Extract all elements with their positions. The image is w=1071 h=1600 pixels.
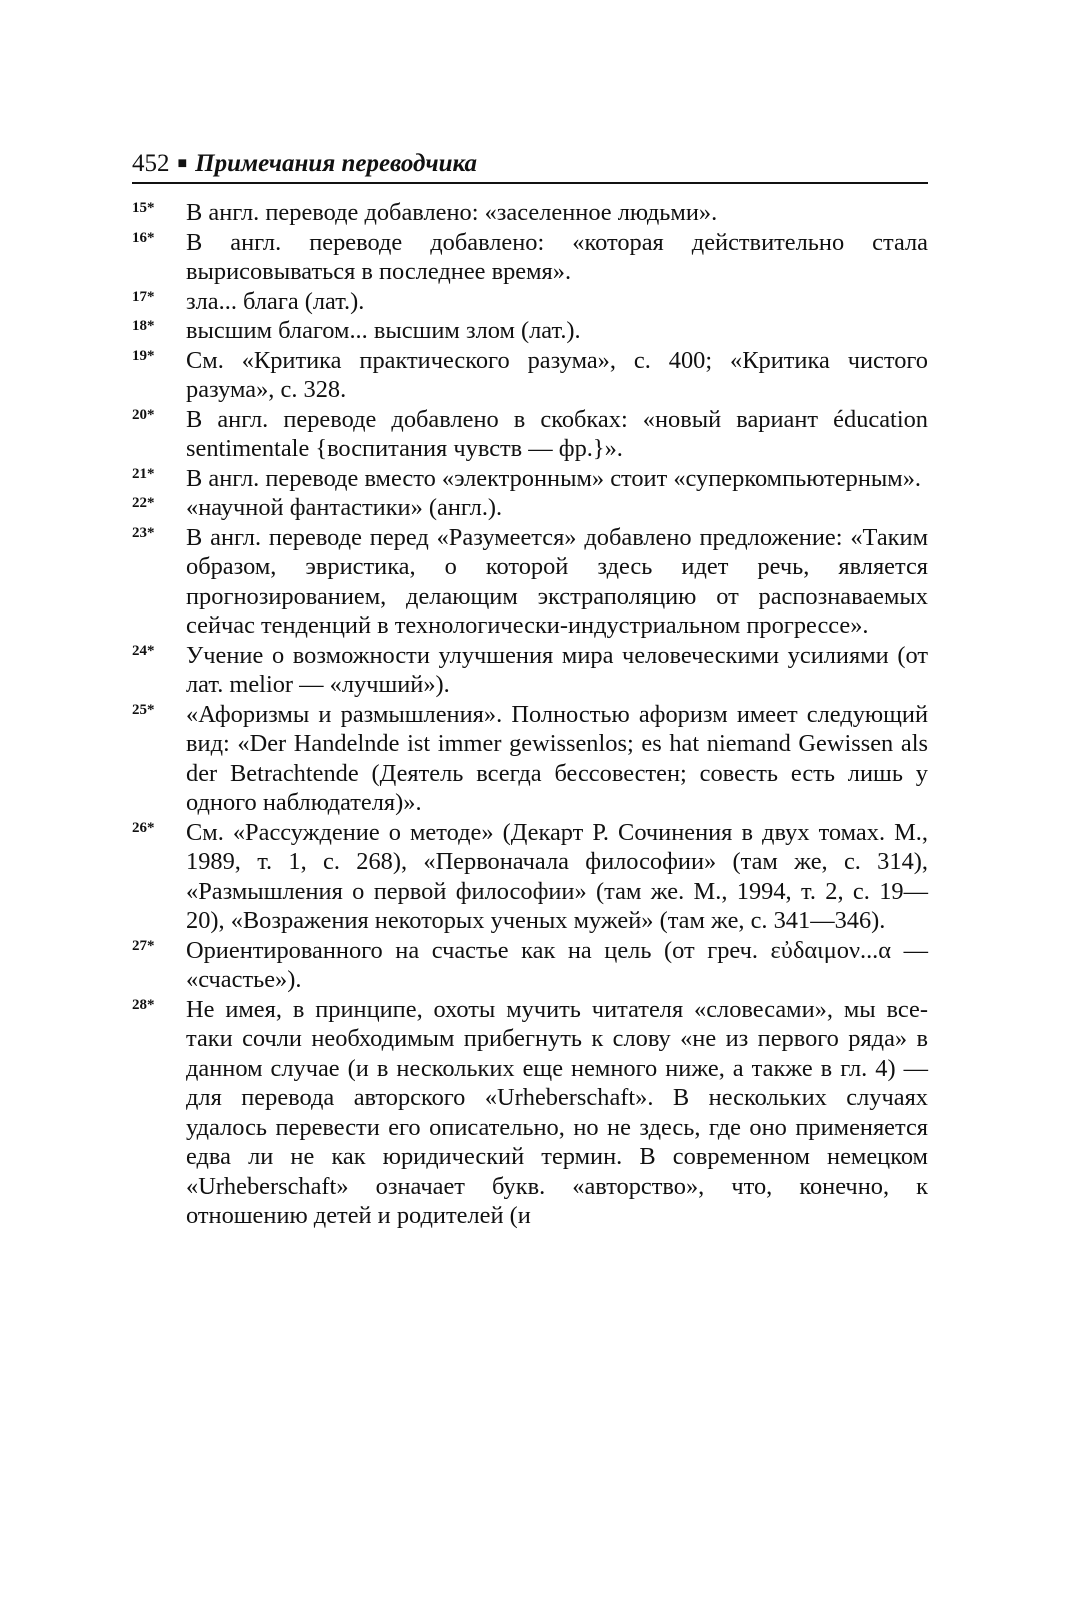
note-marker: 23*	[132, 524, 155, 541]
note-item	[132, 464, 928, 494]
note-text: В англ. переводе перед «Разумеется» добавлено предложение: «Таким образом, эвристика, о которой здесь идет речь, является прогнозированием, делающим экстраполяцию от распознаваемых сейчас тенденций в технологически-индустриальном прогрессе».	[186, 523, 928, 639]
note-text: Не имея, в принципе, охоты мучить читателя «словесами», мы все-таки сочли необходимым прибегнуть к слову «не из первого ряда» в данном случае (и в нескольких еще немного ниже, а также в гл. 4) — для перевода авторского «Urheberschaft». В нескольких случаях удалось перевести его описательно, но не здесь, где оно применяется едва ли не как юридический термин. В современном немецком «Urheberschaft» означает букв. «авторство», что, конечно, к отношению детей и родителей (и	[186, 995, 928, 1229]
note-item	[132, 346, 928, 405]
note-text: Ориентированного на счастье как на цель (от греч. εὐδαιμον...α — «счастье»).	[186, 936, 928, 993]
note-text: Учение о возможности улучшения мира человеческими усилиями (от лат. melior — «лучший»).	[186, 641, 928, 698]
note-marker: 21*	[132, 465, 155, 482]
note-item	[132, 523, 928, 641]
note-marker: 25*	[132, 701, 155, 718]
note-marker: 24*	[132, 642, 155, 659]
note-marker: 28*	[132, 996, 155, 1013]
note-text: В англ. переводе вместо «электронным» стоит «суперкомпьютерным».	[186, 464, 922, 492]
note-item	[132, 316, 928, 346]
page	[132, 150, 928, 1231]
running-header	[132, 150, 928, 184]
note-marker: 26*	[132, 819, 155, 836]
note-item	[132, 818, 928, 936]
note-item	[132, 405, 928, 464]
note-item	[132, 198, 928, 228]
section-title: Примечания переводчика	[195, 150, 478, 177]
note-item	[132, 493, 928, 523]
note-marker: 19*	[132, 347, 155, 364]
note-text: См. «Критика практического разума», с. 400; «Критика чистого разума», с. 328.	[186, 346, 928, 403]
note-text: В англ. переводе добавлено: «заселенное людьми».	[186, 199, 718, 226]
note-marker: 17*	[132, 288, 155, 305]
note-text: «Афоризмы и размышления». Полностью афоризм имеет следующий вид: «Der Handelnde ist immer gewissenlos; es hat niemand Gewissen als der Betrachtende (Деятель всегда бессовестен; совесть есть лишь у одного наблюдателя)».	[186, 700, 928, 816]
note-text: «научной фантастики» (англ.).	[186, 494, 503, 521]
note-item	[132, 228, 928, 287]
note-item	[132, 995, 928, 1231]
separator-square-icon: ■	[177, 155, 188, 172]
note-item	[132, 641, 928, 700]
note-item	[132, 700, 928, 818]
note-text: зла... блага (лат.).	[186, 287, 365, 315]
note-marker: 27*	[132, 937, 155, 954]
note-marker: 15*	[132, 200, 155, 216]
note-marker: 20*	[132, 406, 155, 423]
note-marker: 16*	[132, 229, 155, 246]
note-item	[132, 287, 928, 317]
page-number: 452	[132, 150, 170, 177]
notes-list	[132, 198, 928, 1231]
note-text: высшим благом... высшим злом (лат.).	[186, 317, 581, 344]
note-text: См. «Рассуждение о методе» (Декарт Р. Сочинения в двух томах. М., 1989, т. 1, с. 268), «Первоначала философии» (там же, с. 314), «Размышления о первой философии» (там же. М., 1994, т. 2, с. 19—20), «Возражения некоторых ученых мужей» (там же, с. 341—346).	[186, 818, 928, 934]
note-item	[132, 936, 928, 995]
note-text: В англ. переводе добавлено: «которая действительно стала вырисовываться в последнее время».	[186, 228, 928, 285]
note-marker: 18*	[132, 318, 155, 334]
note-marker: 22*	[132, 495, 155, 511]
note-text: В англ. переводе добавлено в скобках: «новый вариант éducation sentimentale {воспитания чувств — фр.}».	[186, 405, 928, 462]
